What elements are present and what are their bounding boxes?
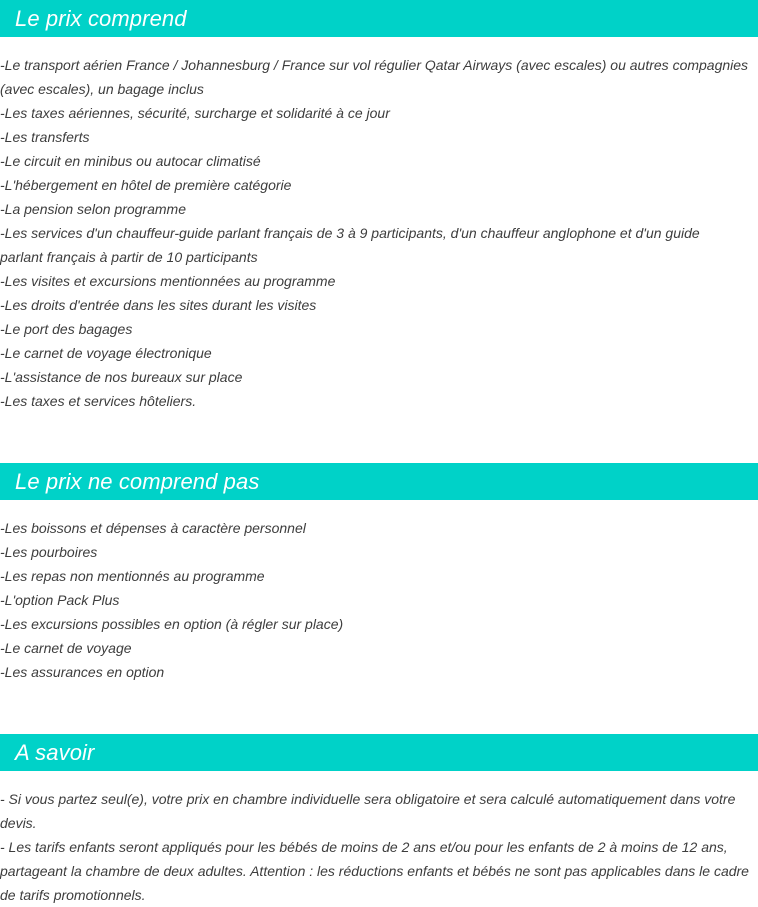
section-header-info xyxy=(0,734,758,771)
list-item: parlant français à partir de 10 participants xyxy=(0,249,258,265)
list-item: -L'assistance de nos bureaux sur place xyxy=(0,369,243,385)
section-title-excluded: Le prix ne comprend pas xyxy=(15,468,260,494)
list-item: devis. xyxy=(0,815,37,831)
section-a-savoir xyxy=(0,734,758,907)
list-item: -Le transport aérien France / Johannesburg / France sur vol régulier Qatar Airways (avec escales) ou autres compagnies xyxy=(0,57,749,73)
list-item: -Les taxes et services hôteliers. xyxy=(0,393,197,409)
list-item: -Les transferts xyxy=(0,129,90,145)
section-header-excluded xyxy=(0,463,758,500)
list-item: -Les assurances en option xyxy=(0,664,165,680)
list-item: -L'option Pack Plus xyxy=(0,592,120,608)
list-item: partageant la chambre de deux adultes. Attention : les réductions enfants et bébés ne sont pas applicables dans le cadre xyxy=(0,863,749,879)
list-item: -Les boissons et dépenses à caractère personnel xyxy=(0,520,306,536)
section-title-info: A savoir xyxy=(15,739,95,765)
list-item: -Les taxes aériennes, sécurité, surcharge et solidarité à ce jour xyxy=(0,105,390,121)
list-item: -Les repas non mentionnés au programme xyxy=(0,568,265,584)
list-item: -Les pourboires xyxy=(0,544,98,560)
list-item: -Les services d'un chauffeur-guide parlant français de 3 à 9 participants, d'un chauffeur anglophone et d'un guide xyxy=(0,225,700,241)
section-title-included: Le prix comprend xyxy=(15,5,187,31)
list-item: -Le carnet de voyage électronique xyxy=(0,345,212,361)
list-item: -Le port des bagages xyxy=(0,321,133,337)
list-item: -Les excursions possibles en option (à régler sur place) xyxy=(0,616,344,632)
included-list xyxy=(0,37,758,463)
list-item: -Les droits d'entrée dans les sites durant les visites xyxy=(0,297,317,313)
info-list xyxy=(0,771,758,907)
section-header-included xyxy=(0,0,758,37)
list-item: - Si vous partez seul(e), votre prix en chambre individuelle sera obligatoire et sera calculé automatiquement dans votre xyxy=(0,791,736,807)
list-item: - Les tarifs enfants seront appliqués pour les bébés de moins de 2 ans et/ou pour les enfants de 2 à moins de 12 ans, xyxy=(0,839,728,855)
list-item: de tarifs promotionnels. xyxy=(0,887,146,903)
list-item: -Le circuit en minibus ou autocar climatisé xyxy=(0,153,261,169)
list-item: -La pension selon programme xyxy=(0,201,186,217)
section-price-excluded xyxy=(0,463,758,734)
list-item: (avec escales), un bagage inclus xyxy=(0,81,204,97)
list-item: -Les visites et excursions mentionnées au programme xyxy=(0,273,336,289)
list-item: -Le carnet de voyage xyxy=(0,640,132,656)
list-item: -L'hébergement en hôtel de première catégorie xyxy=(0,177,292,193)
excluded-list xyxy=(0,500,758,734)
